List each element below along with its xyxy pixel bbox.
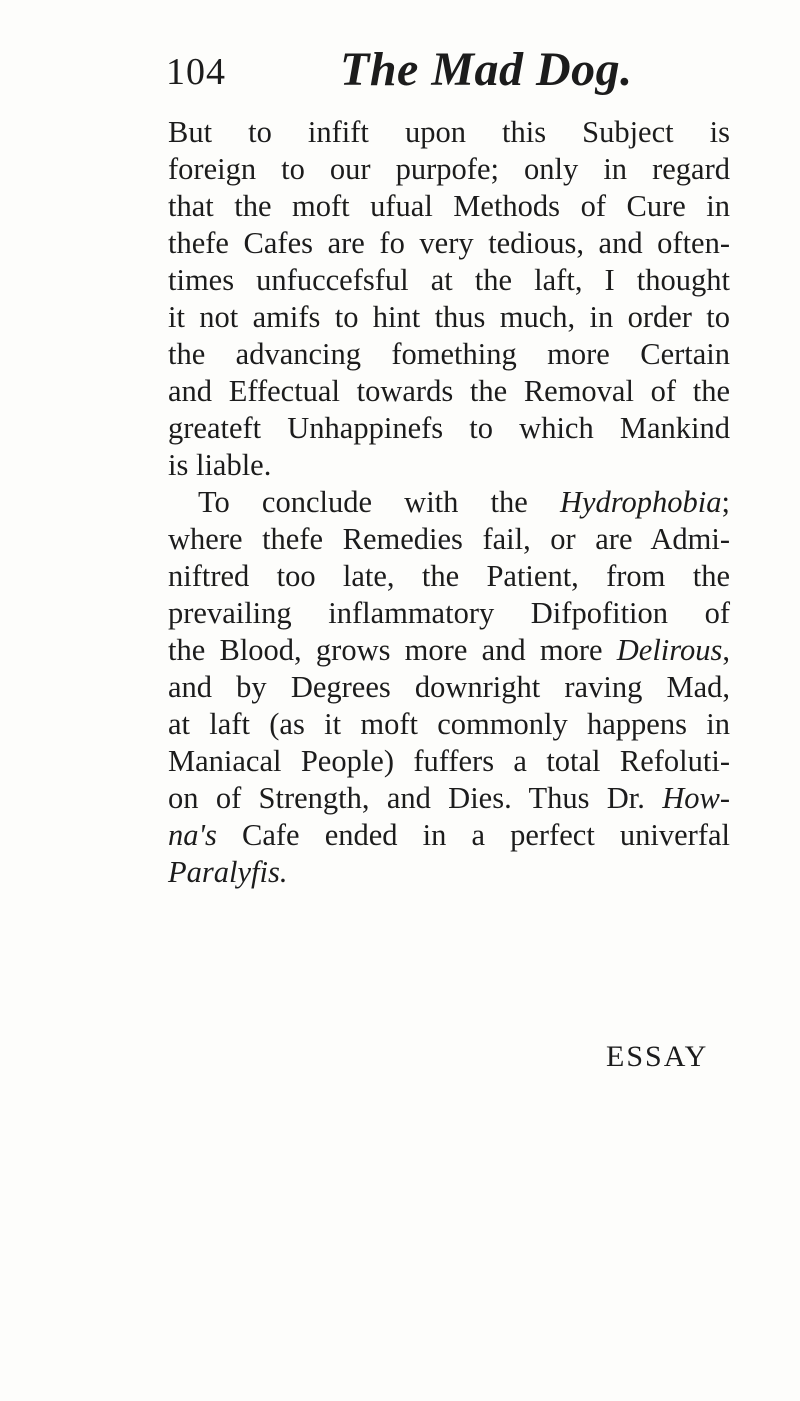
italic-term: Delirous bbox=[616, 633, 723, 667]
text-line: and by Degrees downright raving Mad, bbox=[168, 670, 730, 704]
text-line bbox=[168, 632, 730, 669]
text-line: times unfuccefsful at the laft, I thought bbox=[168, 263, 730, 297]
text-line bbox=[168, 484, 730, 521]
text-line: Maniacal People) fuffers a total Refoluti- bbox=[168, 744, 730, 778]
italic-term: Hydrophobia bbox=[559, 485, 722, 519]
text-line: Paralyfis. bbox=[168, 855, 288, 889]
text-line: and Effectual towards the Removal of the bbox=[168, 374, 730, 408]
text-line: niftred too late, the Patient, from the bbox=[168, 559, 730, 593]
text-line: But to infift upon this Subject is bbox=[168, 115, 730, 149]
body-text bbox=[168, 114, 730, 891]
text-line: it not amifs to hint thus much, in order to bbox=[168, 300, 730, 334]
text-run: the Blood, grows more and more bbox=[168, 633, 617, 667]
text-line: at laft (as it moft commonly happens in bbox=[168, 707, 730, 741]
text-line: prevailing inflammatory Difpofition of bbox=[168, 596, 730, 630]
text-line: thefe Cafes are fo very tedious, and often- bbox=[168, 226, 730, 260]
italic-term: na's bbox=[168, 818, 217, 852]
text-line: the advancing fomething more Certain bbox=[168, 337, 730, 371]
catchword: ESSAY bbox=[606, 1040, 709, 1073]
text-line: where thefe Remedies fail, or are Admi- bbox=[168, 522, 730, 556]
text-run: ; bbox=[721, 485, 730, 519]
text-line: that the moft ufual Methods of Cure in bbox=[168, 189, 730, 223]
text-run: To conclude with the bbox=[198, 485, 560, 519]
text-line: foreign to our purpofe; only in regard bbox=[168, 152, 730, 186]
text-line: is liable. bbox=[168, 448, 272, 482]
text-run: on of Strength, and Dies. Thus Dr. bbox=[168, 781, 663, 815]
text-line bbox=[168, 817, 730, 854]
text-line: greateft Unhappinefs to which Mankind bbox=[168, 411, 730, 445]
page-number: 104 bbox=[166, 51, 226, 93]
page-header bbox=[166, 40, 726, 110]
running-title: The Mad Dog. bbox=[340, 43, 633, 96]
text-run: , bbox=[722, 633, 730, 667]
italic-term: How- bbox=[662, 781, 730, 815]
text-run: Cafe ended in a perfect univerfal bbox=[216, 818, 730, 852]
text-line bbox=[168, 780, 730, 817]
